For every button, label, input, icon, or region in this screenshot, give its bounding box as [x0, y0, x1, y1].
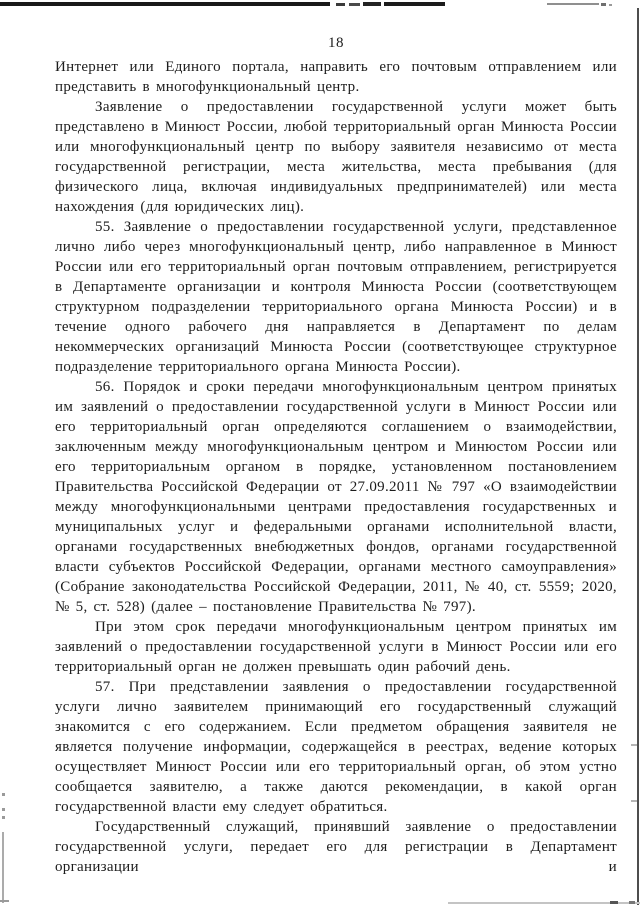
scan-artifact-tick: [631, 800, 637, 802]
scan-artifact-top-bar: [336, 3, 345, 6]
paragraph: 55. Заявление о предоставлении государственной услуги, представленное лично либо через многофункциональный центр, либо направленное в Минюст России или его территориальный орган почтовым отправлением, регистрируется в Департаменте организации и контроля Минюста России (соответствующем структурном подразделении территориального органа Минюста России) и в течение одного рабочего дня направляется в Департамент по делам некоммерческих организаций Минюста России (соответствующее структурное подразделение территориального органа Минюста России).: [55, 219, 617, 375]
scan-artifact-dot: [609, 4, 612, 6]
paragraph: Заявление о предоставлении государственной услуги может быть представлено в Минюст России, любой территориальный орган Минюста России или многофункциональный центр по выбору заявителя независимо от места государственной регистрации, места жительства, места пребывания (для физического лица, включая индивидуальных предпринимателей) или места нахождения (для юридических лиц).: [55, 99, 617, 215]
scan-artifact-dash: [610, 901, 618, 904]
paragraph: 57. При представлении заявления о предоставлении государственной услуги лично заявителем принимающий его государственный служащий знакомится с его содержанием. Если предметом обращения заявителя не является получение информации, содержащейся в реестрах, ведение которых осуществляет Минюст России или его территориальный орган, об этом устно сообщается заявителю, а также даются рекомендации, в какой орган государственной власти ему следует обратиться.: [55, 679, 617, 815]
scan-artifact-tick: [631, 744, 637, 746]
scan-artifact-dash: [2, 808, 5, 811]
scan-artifact-top-bar: [0, 2, 330, 6]
paragraph: Государственный служащий, принявший заявление о предоставлении государственной услуги, передает его для регистрации в Департамент организации и: [55, 819, 617, 875]
scan-artifact-dash: [629, 901, 635, 904]
document-body: [55, 57, 617, 877]
scan-artifact-top-bar: [384, 2, 445, 6]
scan-artifact-dot: [601, 3, 606, 6]
scan-artifact-right-edge-line: [637, 8, 639, 905]
scan-artifact-top-bar: [363, 2, 381, 6]
scan-artifact-left-edge-line: [2, 832, 4, 903]
scan-artifact-dash: [2, 793, 5, 796]
paragraph: При этом срок передачи многофункциональным центром принятых им заявлений о предоставлении государственной услуги в Минюст России или его территориальный орган не должен превышать один рабочий день.: [55, 619, 617, 675]
page-number: 18: [328, 35, 344, 51]
scan-artifact-top-bar: [547, 3, 599, 5]
paragraph: Интернет или Единого портала, направить его почтовым отправлением или представить в многофункциональный центр.: [55, 59, 617, 95]
scan-artifact-top-bar: [349, 3, 360, 6]
paragraph: 56. Порядок и сроки передачи многофункциональным центром принятых им заявлений о предоставлении государственной услуги в Минюст России или его территориальный орган определяются соглашением о взаимодействии, заключенным между многофункциональным центром и Минюстом России или его территориальным органом в порядке, установленном постановлением Правительства Российской Федерации от 27.09.2011 № 797 «О взаимодействии между многофункциональными центрами предоставления государственных и муниципальных услуг и федеральными органами исполнительной власти, органами государственных внебюджетных фондов, органами государственной власти субъектов Российской Федерации, органами местного самоуправления» (Собрание законодательства Российской Федерации, 2011, № 40, ст. 5559; 2020, № 5, ст. 528) (далее – постановление Правительства № 797).: [55, 379, 617, 615]
scan-artifact-dash: [2, 816, 5, 819]
scan-artifact-dash: [0, 900, 9, 902]
